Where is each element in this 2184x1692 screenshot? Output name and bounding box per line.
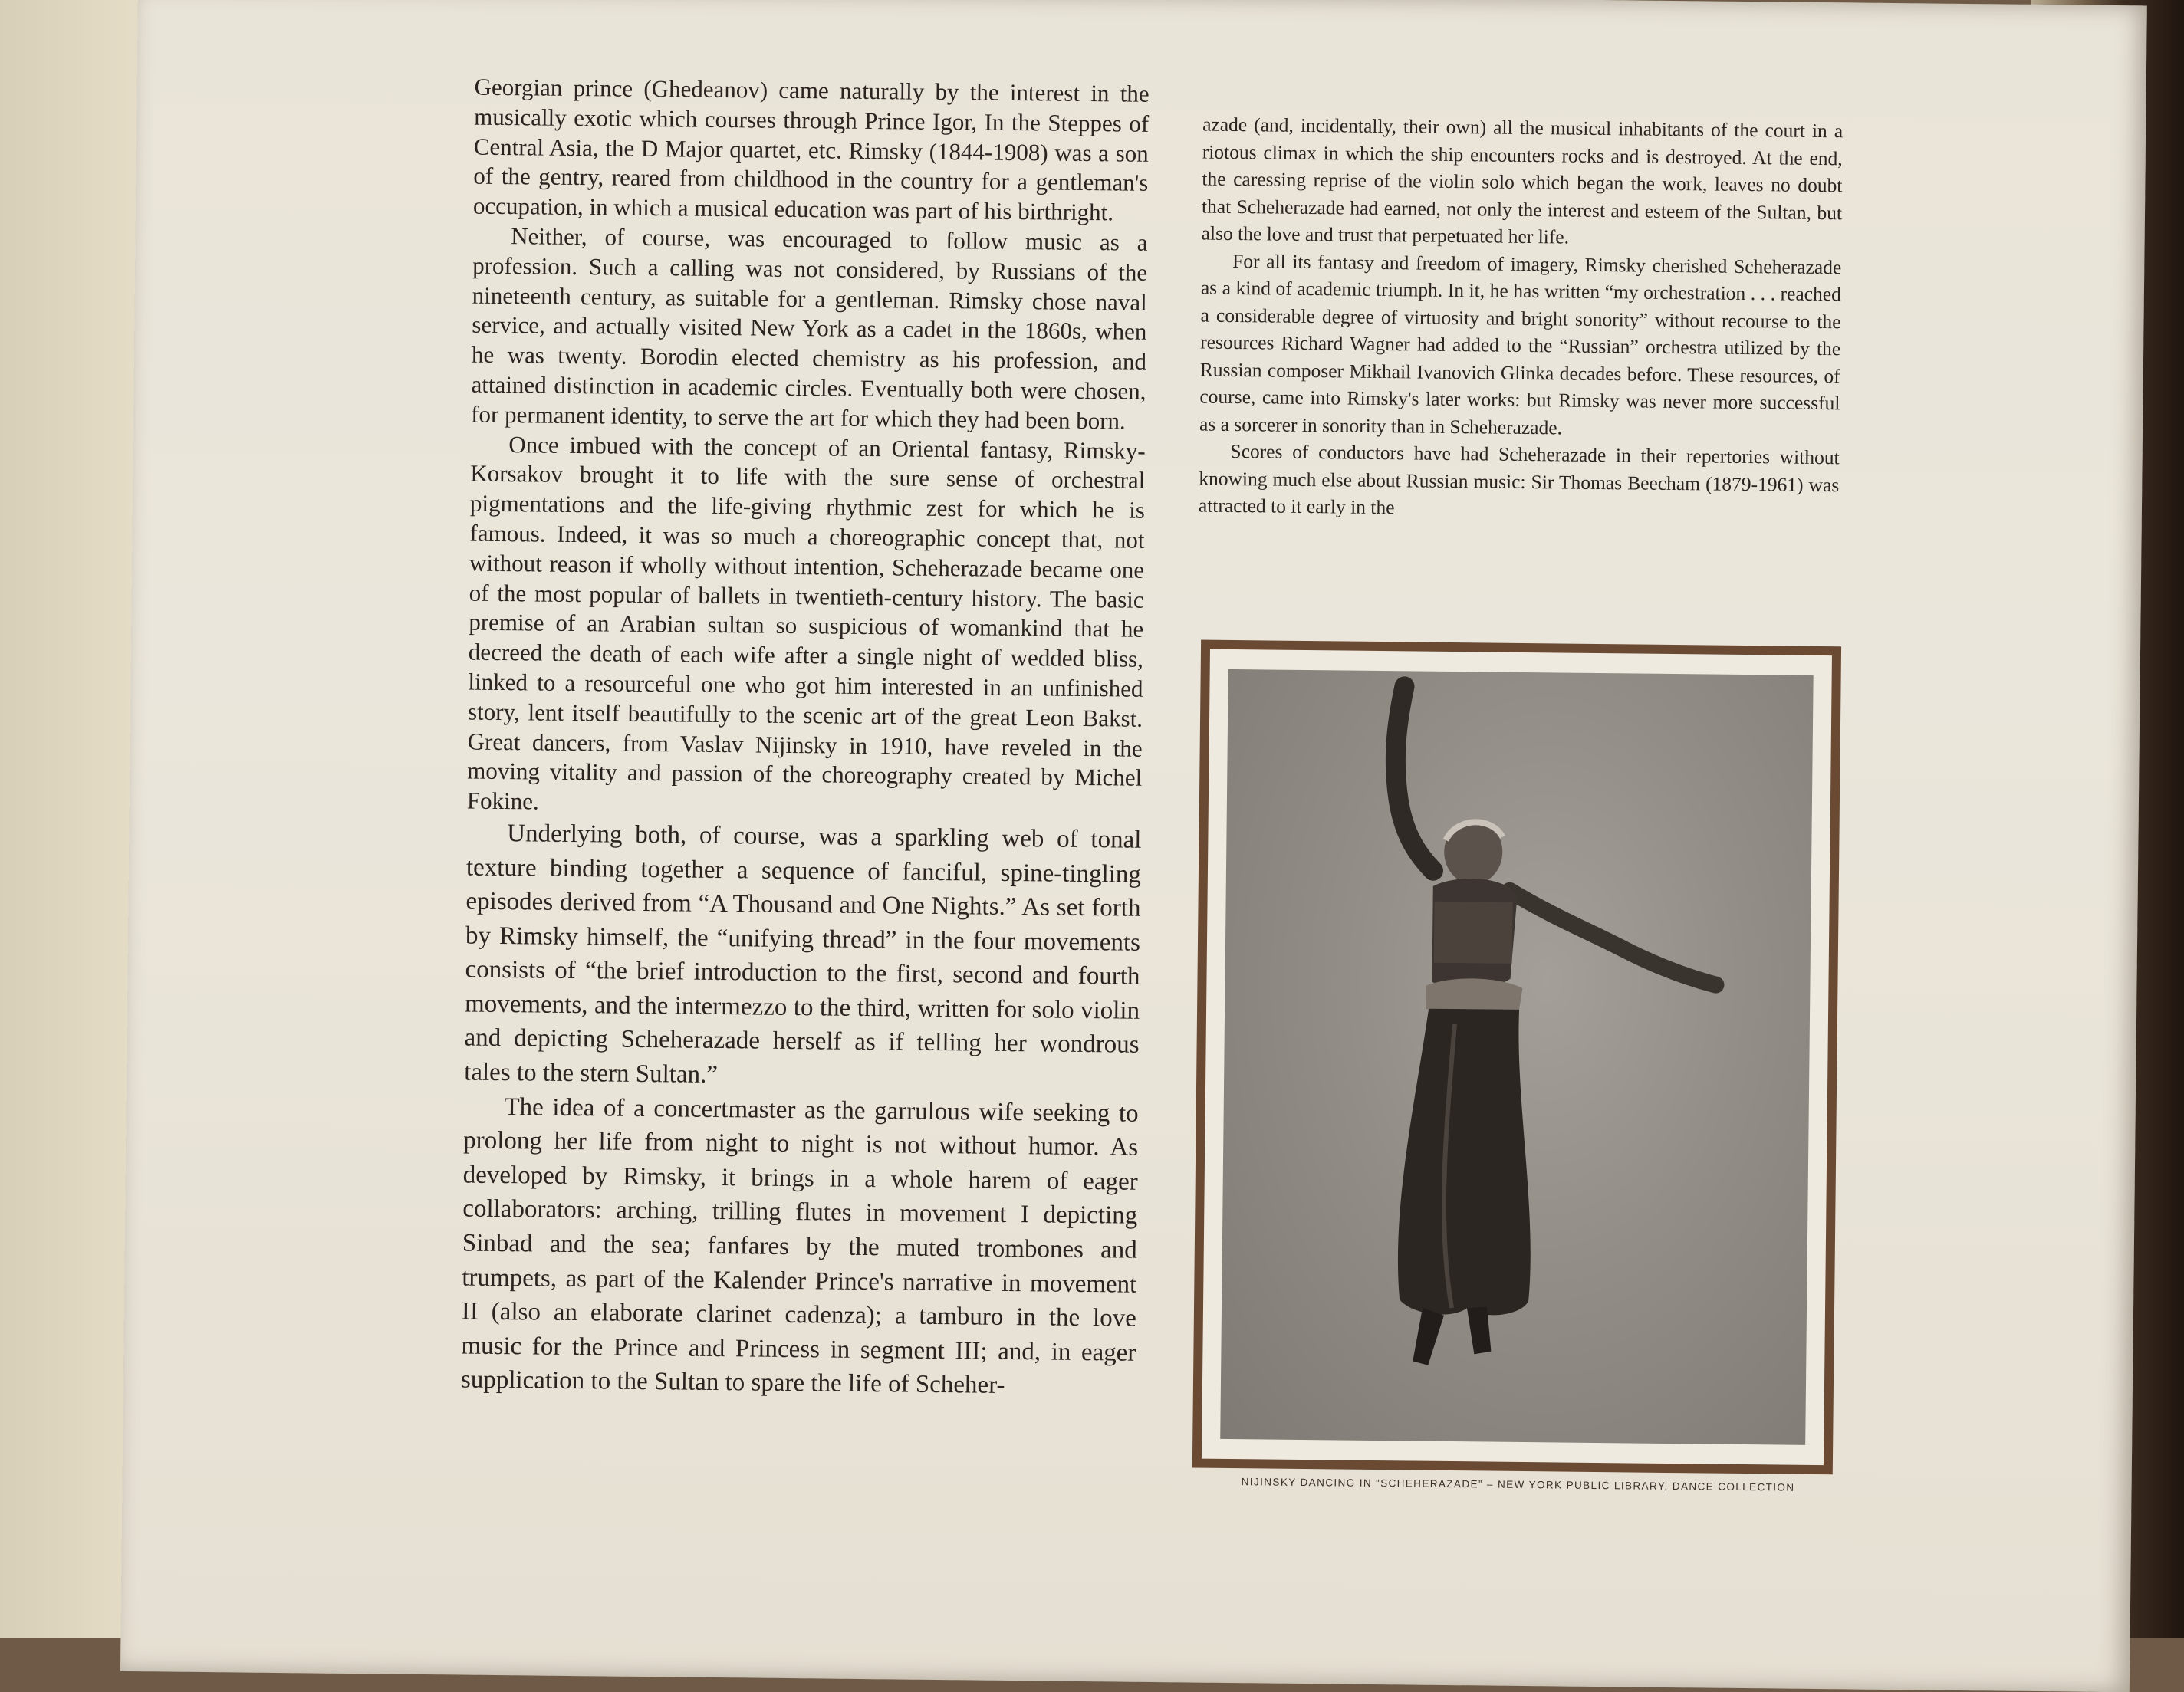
paragraph: The idea of a concertmaster as the garrulous wife seeking to prolong her life from night to night is not without humor. As developed by Rimsky, it brings in a whole harem of eager collaborators: arching, trilling flutes in movement I depicting Sinbad and the sea; fanfares by the muted trombones and trumpets, as part of the Kalender Prince's narrative in movement II (also an elaborate clarinet cadenza); a tamburo in the love music for the Prince and Princess in segment III; and, in eager supplication to the Sultan to spare the life of Scheher- xyxy=(460,1092,1139,1400)
paragraph: Georgian prince (Ghedeanov) came naturally by the interest in the musically exotic which courses through Prince Igor, In the Steppes of Central Asia, the D Major quartet, etc. Rimsky (1844-1908) was a son of the gentry, reared from childhood in the country for a gentleman's occupation, in which a musical education was part of his birthright. xyxy=(472,73,1150,226)
paragraph: Neither, of course, was encouraged to follow music as a profession. Such a calling was not considered, by Russians of the nineteenth century, as suitable for a gentleman. Rimsky chose naval service, and actually visited New York as a cadet in the 1860s, when he was twenty. Borodin elected chemistry as his profession, and attained distinction in academic circles. Eventually both were chosen, for permanent identity, to serve the art for which they had been born. xyxy=(470,222,1148,435)
dancer-figure-icon xyxy=(1220,669,1813,1445)
paragraph: azade (and, incidentally, their own) all the musical inhabitants of the court in a riotous climax in which the ship encounters rocks and is destroyed. At the end, the caressing reprise of the violin solo which began the work, leaves no doubt that Scheherazade had earned, not only the interest and esteem of the Sultan, but also the love and trust that perpetuated her life. xyxy=(1201,113,1844,248)
left-text-column xyxy=(461,73,1150,1405)
photo-frame xyxy=(1192,640,1841,1475)
paragraph: Underlying both, of course, was a sparkling web of tonal texture binding together a sequence of fanciful, spine-tingling episodes derived from “A Thousand and One Nights.” As set forth by Rimsky himself, the “unifying thread” in the four movements consists of “the brief introduction to the first, second and fourth movements, and the intermezzo to the third, written for solo violin and depicting Scheherazade herself as if telling her wondrous tales to the stern Sultan.” xyxy=(463,820,1142,1089)
dancer-photograph xyxy=(1220,669,1813,1445)
right-text-column xyxy=(1199,111,1844,526)
photo-caption: NIJINSKY DANCING IN “SCHEHERAZADE” – NEW YORK PUBLIC LIBRARY, DANCE COLLECTION xyxy=(1241,1476,1795,1493)
book-page xyxy=(120,0,2147,1692)
paragraph: For all its fantasy and freedom of imagery, Rimsky cherished Scheherazade as a kind of academic triumph. In it, he has written “my orchestration . . . reached a considerable degree of virtuosity and bright sonority” without recourse to the resources Richard Wagner had added to the “Russian” orchestra utilized by the Russian composer Mikhail Ivanovich Glinka decades before. These resources, of course, came into Rimsky's later works: but Rimsky was never more successful as a sorcerer in sonority than in Scheherazade. xyxy=(1199,249,1842,439)
paragraph: Once imbued with the concept of an Oriental fantasy, Rimsky-Korsakov brought it to life with the sure sense of orchestral pigmentations and the life-giving rhythmic zest for which he is famous. Indeed, it was so much a choreographic concept that, not without reason if wholly without intention, Scheherazade became one of the most popular of ballets in twentieth-century history. The basic premise of an Arabian sultan so suspicious of womankind that he decreed the death of each wife after a single night of wedded bliss, linked to a resourceful one who got him interested in an unfinished story, lent itself beautifully to the scenic art of the great Leon Bakst. Great dancers, from Vaslav Nijinsky in 1910, have reveled in the moving vitality and passion of the choreography created by Michel Fokine. xyxy=(466,430,1146,815)
paragraph: Scores of conductors have had Scheherazade in their repertories without knowing much else about Russian music: Sir Thomas Beecham (1879-1961) was attracted to it early in the xyxy=(1198,439,1840,519)
